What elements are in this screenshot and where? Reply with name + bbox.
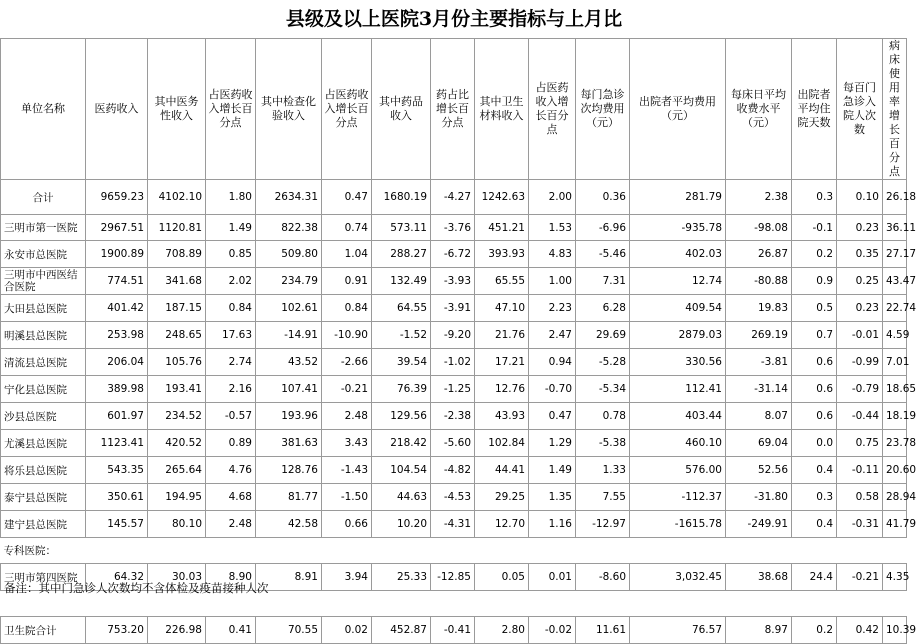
value-cell: -12.85 bbox=[431, 564, 475, 591]
value-cell: 30.03 bbox=[148, 564, 206, 591]
value-cell: 129.56 bbox=[372, 403, 431, 430]
value-cell: -249.91 bbox=[726, 511, 792, 538]
value-cell: 0.42 bbox=[837, 617, 883, 644]
value-cell: 1120.81 bbox=[148, 215, 206, 241]
value-cell: 44.41 bbox=[475, 457, 529, 484]
value-cell: 193.41 bbox=[148, 376, 206, 403]
value-cell: 24.4 bbox=[792, 564, 837, 591]
value-cell: -0.41 bbox=[431, 617, 475, 644]
value-cell: 20.60 bbox=[883, 457, 907, 484]
value-cell: 0.58 bbox=[837, 484, 883, 511]
value-cell: 2.74 bbox=[206, 349, 256, 376]
value-cell: 187.15 bbox=[148, 295, 206, 322]
value-cell: -5.34 bbox=[576, 376, 630, 403]
value-cell: 226.98 bbox=[148, 617, 206, 644]
column-header: 其中医务性收入 bbox=[148, 39, 206, 180]
value-cell: 52.56 bbox=[726, 457, 792, 484]
value-cell: -3.91 bbox=[431, 295, 475, 322]
value-cell: 12.70 bbox=[475, 511, 529, 538]
value-cell: 102.61 bbox=[256, 295, 322, 322]
column-header: 医药收入 bbox=[86, 39, 148, 180]
value-cell: 0.02 bbox=[322, 617, 372, 644]
value-cell: 1242.63 bbox=[475, 180, 529, 215]
value-cell: 44.63 bbox=[372, 484, 431, 511]
column-header: 每百门急诊入院人次数 bbox=[837, 39, 883, 180]
value-cell: 248.65 bbox=[148, 322, 206, 349]
value-cell: -0.44 bbox=[837, 403, 883, 430]
value-cell: -0.79 bbox=[837, 376, 883, 403]
value-cell: 509.80 bbox=[256, 241, 322, 268]
value-cell: -3.81 bbox=[726, 349, 792, 376]
value-cell: 8.90 bbox=[206, 564, 256, 591]
unit-name-cell: 大田县总医院 bbox=[1, 295, 86, 322]
value-cell: -31.14 bbox=[726, 376, 792, 403]
value-cell: 1.49 bbox=[529, 457, 576, 484]
value-cell: 2.23 bbox=[529, 295, 576, 322]
value-cell: -8.60 bbox=[576, 564, 630, 591]
value-cell: 822.38 bbox=[256, 215, 322, 241]
value-cell: 112.41 bbox=[630, 376, 726, 403]
value-cell: 0.05 bbox=[475, 564, 529, 591]
value-cell: 39.54 bbox=[372, 349, 431, 376]
value-cell: 451.21 bbox=[475, 215, 529, 241]
value-cell: 12.76 bbox=[475, 376, 529, 403]
column-header: 其中药品收入 bbox=[372, 39, 431, 180]
value-cell: 8.07 bbox=[726, 403, 792, 430]
value-cell: 107.41 bbox=[256, 376, 322, 403]
table-row bbox=[1, 268, 907, 295]
value-cell: -5.46 bbox=[576, 241, 630, 268]
value-cell: 0.66 bbox=[322, 511, 372, 538]
value-cell: -1.02 bbox=[431, 349, 475, 376]
value-cell: 0.94 bbox=[529, 349, 576, 376]
value-cell: -0.1 bbox=[792, 215, 837, 241]
value-cell: -0.99 bbox=[837, 349, 883, 376]
value-cell: -1615.78 bbox=[630, 511, 726, 538]
value-cell: 3.94 bbox=[322, 564, 372, 591]
value-cell: 1.29 bbox=[529, 430, 576, 457]
value-cell: 76.39 bbox=[372, 376, 431, 403]
value-cell: -80.88 bbox=[726, 268, 792, 295]
value-cell: -2.38 bbox=[431, 403, 475, 430]
column-header: 病床使用率增长百分点 bbox=[883, 39, 907, 180]
value-cell: 9659.23 bbox=[86, 180, 148, 215]
value-cell: -1.50 bbox=[322, 484, 372, 511]
value-cell: -0.21 bbox=[322, 376, 372, 403]
value-cell: 253.98 bbox=[86, 322, 148, 349]
value-cell: 80.10 bbox=[148, 511, 206, 538]
column-header: 占医药收入增长百分点 bbox=[322, 39, 372, 180]
value-cell: 105.76 bbox=[148, 349, 206, 376]
value-cell: 4.76 bbox=[206, 457, 256, 484]
value-cell: -3.76 bbox=[431, 215, 475, 241]
table-row bbox=[1, 403, 907, 430]
table-row bbox=[1, 484, 907, 511]
value-cell: 389.98 bbox=[86, 376, 148, 403]
value-cell: 128.76 bbox=[256, 457, 322, 484]
value-cell: 4.35 bbox=[883, 564, 907, 591]
column-header: 出院者平均住院天数 bbox=[792, 39, 837, 180]
value-cell: 70.55 bbox=[256, 617, 322, 644]
value-cell: 0.35 bbox=[837, 241, 883, 268]
column-header: 每门急诊次均费用（元） bbox=[576, 39, 630, 180]
value-cell: 401.42 bbox=[86, 295, 148, 322]
value-cell: 29.25 bbox=[475, 484, 529, 511]
unit-name-cell: 永安市总医院 bbox=[1, 241, 86, 268]
table-row bbox=[1, 241, 907, 268]
value-cell: 350.61 bbox=[86, 484, 148, 511]
value-cell: 288.27 bbox=[372, 241, 431, 268]
value-cell: 0.4 bbox=[792, 511, 837, 538]
value-cell: 17.63 bbox=[206, 322, 256, 349]
value-cell: 2.48 bbox=[206, 511, 256, 538]
value-cell: 576.00 bbox=[630, 457, 726, 484]
value-cell: 1900.89 bbox=[86, 241, 148, 268]
value-cell: 393.93 bbox=[475, 241, 529, 268]
value-cell: 0.6 bbox=[792, 403, 837, 430]
value-cell: -1.52 bbox=[372, 322, 431, 349]
value-cell: 2.02 bbox=[206, 268, 256, 295]
page-title: 县级及以上医院3月份主要指标与上月比 bbox=[285, 8, 623, 30]
table-row bbox=[1, 430, 907, 457]
value-cell: -4.31 bbox=[431, 511, 475, 538]
value-cell: 8.97 bbox=[726, 617, 792, 644]
value-cell: 41.79 bbox=[883, 511, 907, 538]
table-row bbox=[1, 511, 907, 538]
indicator-table bbox=[0, 38, 916, 644]
value-cell: 7.55 bbox=[576, 484, 630, 511]
value-cell: 0.41 bbox=[206, 617, 256, 644]
column-header: 出院者平均费用（元） bbox=[630, 39, 726, 180]
value-cell: 4.68 bbox=[206, 484, 256, 511]
value-cell: 64.32 bbox=[86, 564, 148, 591]
table-row bbox=[1, 215, 907, 241]
value-cell: 23.78 bbox=[883, 430, 907, 457]
value-cell: 47.10 bbox=[475, 295, 529, 322]
column-header: 其中检查化验收入 bbox=[256, 39, 322, 180]
value-cell: 708.89 bbox=[148, 241, 206, 268]
value-cell: 0.23 bbox=[837, 215, 883, 241]
value-cell: 3,032.45 bbox=[630, 564, 726, 591]
value-cell: -5.60 bbox=[431, 430, 475, 457]
value-cell: 69.04 bbox=[726, 430, 792, 457]
value-cell: -5.38 bbox=[576, 430, 630, 457]
value-cell: 1123.41 bbox=[86, 430, 148, 457]
value-cell: -0.70 bbox=[529, 376, 576, 403]
footnote: 备注：其中门急诊人次数均不含体检及疫苗接种人次 bbox=[4, 581, 269, 595]
value-cell: -1.43 bbox=[322, 457, 372, 484]
value-cell: -6.96 bbox=[576, 215, 630, 241]
unit-name-cell: 合计 bbox=[1, 180, 86, 215]
value-cell: 10.20 bbox=[372, 511, 431, 538]
value-cell: 6.28 bbox=[576, 295, 630, 322]
value-cell: 18.65 bbox=[883, 376, 907, 403]
value-cell: 543.35 bbox=[86, 457, 148, 484]
value-cell: 104.54 bbox=[372, 457, 431, 484]
total-row bbox=[1, 180, 907, 215]
value-cell: 21.76 bbox=[475, 322, 529, 349]
value-cell: 0.3 bbox=[792, 484, 837, 511]
table-row bbox=[1, 295, 907, 322]
value-cell: 0.10 bbox=[837, 180, 883, 215]
value-cell: 19.83 bbox=[726, 295, 792, 322]
value-cell: 265.64 bbox=[148, 457, 206, 484]
value-cell: 0.47 bbox=[322, 180, 372, 215]
value-cell: 26.18 bbox=[883, 180, 907, 215]
value-cell: 0.89 bbox=[206, 430, 256, 457]
value-cell: 0.9 bbox=[792, 268, 837, 295]
value-cell: 0.2 bbox=[792, 617, 837, 644]
value-cell: 1680.19 bbox=[372, 180, 431, 215]
value-cell: 2.47 bbox=[529, 322, 576, 349]
value-cell: 0.3 bbox=[792, 180, 837, 215]
value-cell: 25.33 bbox=[372, 564, 431, 591]
value-cell: 0.7 bbox=[792, 322, 837, 349]
value-cell: 0.4 bbox=[792, 457, 837, 484]
value-cell: 0.84 bbox=[206, 295, 256, 322]
value-cell: 601.97 bbox=[86, 403, 148, 430]
value-cell: 1.16 bbox=[529, 511, 576, 538]
value-cell: 1.33 bbox=[576, 457, 630, 484]
value-cell: 0.5 bbox=[792, 295, 837, 322]
value-cell: 0.78 bbox=[576, 403, 630, 430]
value-cell: 4102.10 bbox=[148, 180, 206, 215]
column-header: 占医药收入增长百分点 bbox=[529, 39, 576, 180]
value-cell: -0.31 bbox=[837, 511, 883, 538]
value-cell: -3.93 bbox=[431, 268, 475, 295]
value-cell: 2.00 bbox=[529, 180, 576, 215]
value-cell: 28.94 bbox=[883, 484, 907, 511]
value-cell: 2879.03 bbox=[630, 322, 726, 349]
value-cell: -6.72 bbox=[431, 241, 475, 268]
value-cell: 26.87 bbox=[726, 241, 792, 268]
value-cell: 0.47 bbox=[529, 403, 576, 430]
value-cell: 4.59 bbox=[883, 322, 907, 349]
table-row bbox=[1, 322, 907, 349]
value-cell: 452.87 bbox=[372, 617, 431, 644]
value-cell: 0.36 bbox=[576, 180, 630, 215]
value-cell: 2.16 bbox=[206, 376, 256, 403]
value-cell: 43.93 bbox=[475, 403, 529, 430]
value-cell: 1.53 bbox=[529, 215, 576, 241]
column-header: 其中卫生材料收入 bbox=[475, 39, 529, 180]
value-cell: 42.58 bbox=[256, 511, 322, 538]
column-header: 占医药收入增长百分点 bbox=[206, 39, 256, 180]
value-cell: -9.20 bbox=[431, 322, 475, 349]
value-cell: 234.79 bbox=[256, 268, 322, 295]
value-cell: 1.04 bbox=[322, 241, 372, 268]
value-cell: -4.27 bbox=[431, 180, 475, 215]
value-cell: 381.63 bbox=[256, 430, 322, 457]
value-cell: 4.83 bbox=[529, 241, 576, 268]
value-cell: -4.82 bbox=[431, 457, 475, 484]
value-cell: 76.57 bbox=[630, 617, 726, 644]
unit-name-cell: 泰宁县总医院 bbox=[1, 484, 86, 511]
value-cell: 0.01 bbox=[529, 564, 576, 591]
value-cell: 17.21 bbox=[475, 349, 529, 376]
value-cell: 2.48 bbox=[322, 403, 372, 430]
value-cell: 0.75 bbox=[837, 430, 883, 457]
value-cell: 0.85 bbox=[206, 241, 256, 268]
value-cell: 38.68 bbox=[726, 564, 792, 591]
value-cell: -0.02 bbox=[529, 617, 576, 644]
table-header-row bbox=[1, 39, 907, 180]
value-cell: 1.49 bbox=[206, 215, 256, 241]
value-cell: 281.79 bbox=[630, 180, 726, 215]
value-cell: 409.54 bbox=[630, 295, 726, 322]
value-cell: -14.91 bbox=[256, 322, 322, 349]
value-cell: 460.10 bbox=[630, 430, 726, 457]
value-cell: 573.11 bbox=[372, 215, 431, 241]
value-cell: -935.78 bbox=[630, 215, 726, 241]
value-cell: 218.42 bbox=[372, 430, 431, 457]
value-cell: 22.74 bbox=[883, 295, 907, 322]
value-cell: 43.52 bbox=[256, 349, 322, 376]
value-cell: 65.55 bbox=[475, 268, 529, 295]
value-cell: 774.51 bbox=[86, 268, 148, 295]
value-cell: 2.80 bbox=[475, 617, 529, 644]
value-cell: 0.25 bbox=[837, 268, 883, 295]
value-cell: 0.0 bbox=[792, 430, 837, 457]
value-cell: 1.35 bbox=[529, 484, 576, 511]
value-cell: -98.08 bbox=[726, 215, 792, 241]
value-cell: -0.01 bbox=[837, 322, 883, 349]
value-cell: 18.19 bbox=[883, 403, 907, 430]
value-cell: -2.66 bbox=[322, 349, 372, 376]
value-cell: 0.23 bbox=[837, 295, 883, 322]
table-row bbox=[1, 376, 907, 403]
value-cell: -0.57 bbox=[206, 403, 256, 430]
unit-name-cell: 卫生院合计 bbox=[1, 617, 86, 644]
value-cell: 206.04 bbox=[86, 349, 148, 376]
value-cell: 64.55 bbox=[372, 295, 431, 322]
value-cell: -0.11 bbox=[837, 457, 883, 484]
value-cell: 27.17 bbox=[883, 241, 907, 268]
value-cell: 11.61 bbox=[576, 617, 630, 644]
value-cell: 132.49 bbox=[372, 268, 431, 295]
value-cell: 2967.51 bbox=[86, 215, 148, 241]
value-cell: -10.90 bbox=[322, 322, 372, 349]
value-cell: 7.31 bbox=[576, 268, 630, 295]
value-cell: 3.43 bbox=[322, 430, 372, 457]
unit-name-cell: 沙县总医院 bbox=[1, 403, 86, 430]
value-cell: 402.03 bbox=[630, 241, 726, 268]
value-cell: 2634.31 bbox=[256, 180, 322, 215]
value-cell: 269.19 bbox=[726, 322, 792, 349]
column-header: 每床日平均收费水平（元） bbox=[726, 39, 792, 180]
value-cell: 234.52 bbox=[148, 403, 206, 430]
value-cell: 36.11 bbox=[883, 215, 907, 241]
value-cell: 0.2 bbox=[792, 241, 837, 268]
unit-name-cell: 尤溪县总医院 bbox=[1, 430, 86, 457]
value-cell: -112.37 bbox=[630, 484, 726, 511]
value-cell: 8.91 bbox=[256, 564, 322, 591]
column-header: 药占比增长百分点 bbox=[431, 39, 475, 180]
value-cell: 0.91 bbox=[322, 268, 372, 295]
value-cell: 0.74 bbox=[322, 215, 372, 241]
value-cell: 341.68 bbox=[148, 268, 206, 295]
unit-name-cell: 三明市中西医结合医院 bbox=[1, 268, 86, 295]
value-cell: 753.20 bbox=[86, 617, 148, 644]
value-cell: -4.53 bbox=[431, 484, 475, 511]
value-cell: 0.6 bbox=[792, 376, 837, 403]
column-header: 单位名称 bbox=[1, 39, 86, 180]
table-row bbox=[1, 349, 907, 376]
value-cell: 145.57 bbox=[86, 511, 148, 538]
value-cell: 0.6 bbox=[792, 349, 837, 376]
unit-name-cell: 三明市第一医院 bbox=[1, 215, 86, 241]
section-label-row bbox=[1, 538, 907, 564]
value-cell: -12.97 bbox=[576, 511, 630, 538]
value-cell: -5.28 bbox=[576, 349, 630, 376]
value-cell: 1.00 bbox=[529, 268, 576, 295]
unit-name-cell: 明溪县总医院 bbox=[1, 322, 86, 349]
value-cell: -0.21 bbox=[837, 564, 883, 591]
value-cell: 7.01 bbox=[883, 349, 907, 376]
unit-name-cell: 三明市第四医院 bbox=[1, 564, 86, 591]
table-body bbox=[1, 180, 916, 644]
unit-name-cell: 建宁县总医院 bbox=[1, 511, 86, 538]
unit-name-cell: 清流县总医院 bbox=[1, 349, 86, 376]
value-cell: 193.96 bbox=[256, 403, 322, 430]
unit-name-cell: 将乐县总医院 bbox=[1, 457, 86, 484]
value-cell: 29.69 bbox=[576, 322, 630, 349]
value-cell: 0.84 bbox=[322, 295, 372, 322]
table-row bbox=[1, 457, 907, 484]
unit-name-cell: 宁化县总医院 bbox=[1, 376, 86, 403]
value-cell: 2.38 bbox=[726, 180, 792, 215]
value-cell: -1.25 bbox=[431, 376, 475, 403]
value-cell: 194.95 bbox=[148, 484, 206, 511]
table-row bbox=[1, 617, 907, 644]
value-cell: 330.56 bbox=[630, 349, 726, 376]
value-cell: 102.84 bbox=[475, 430, 529, 457]
value-cell: 420.52 bbox=[148, 430, 206, 457]
value-cell: 10.39 bbox=[883, 617, 907, 644]
value-cell: 403.44 bbox=[630, 403, 726, 430]
value-cell: -31.80 bbox=[726, 484, 792, 511]
value-cell: 12.74 bbox=[630, 268, 726, 295]
value-cell: 1.80 bbox=[206, 180, 256, 215]
value-cell: 81.77 bbox=[256, 484, 322, 511]
section-label: 专科医院： bbox=[1, 538, 907, 564]
value-cell: 43.47 bbox=[883, 268, 907, 295]
